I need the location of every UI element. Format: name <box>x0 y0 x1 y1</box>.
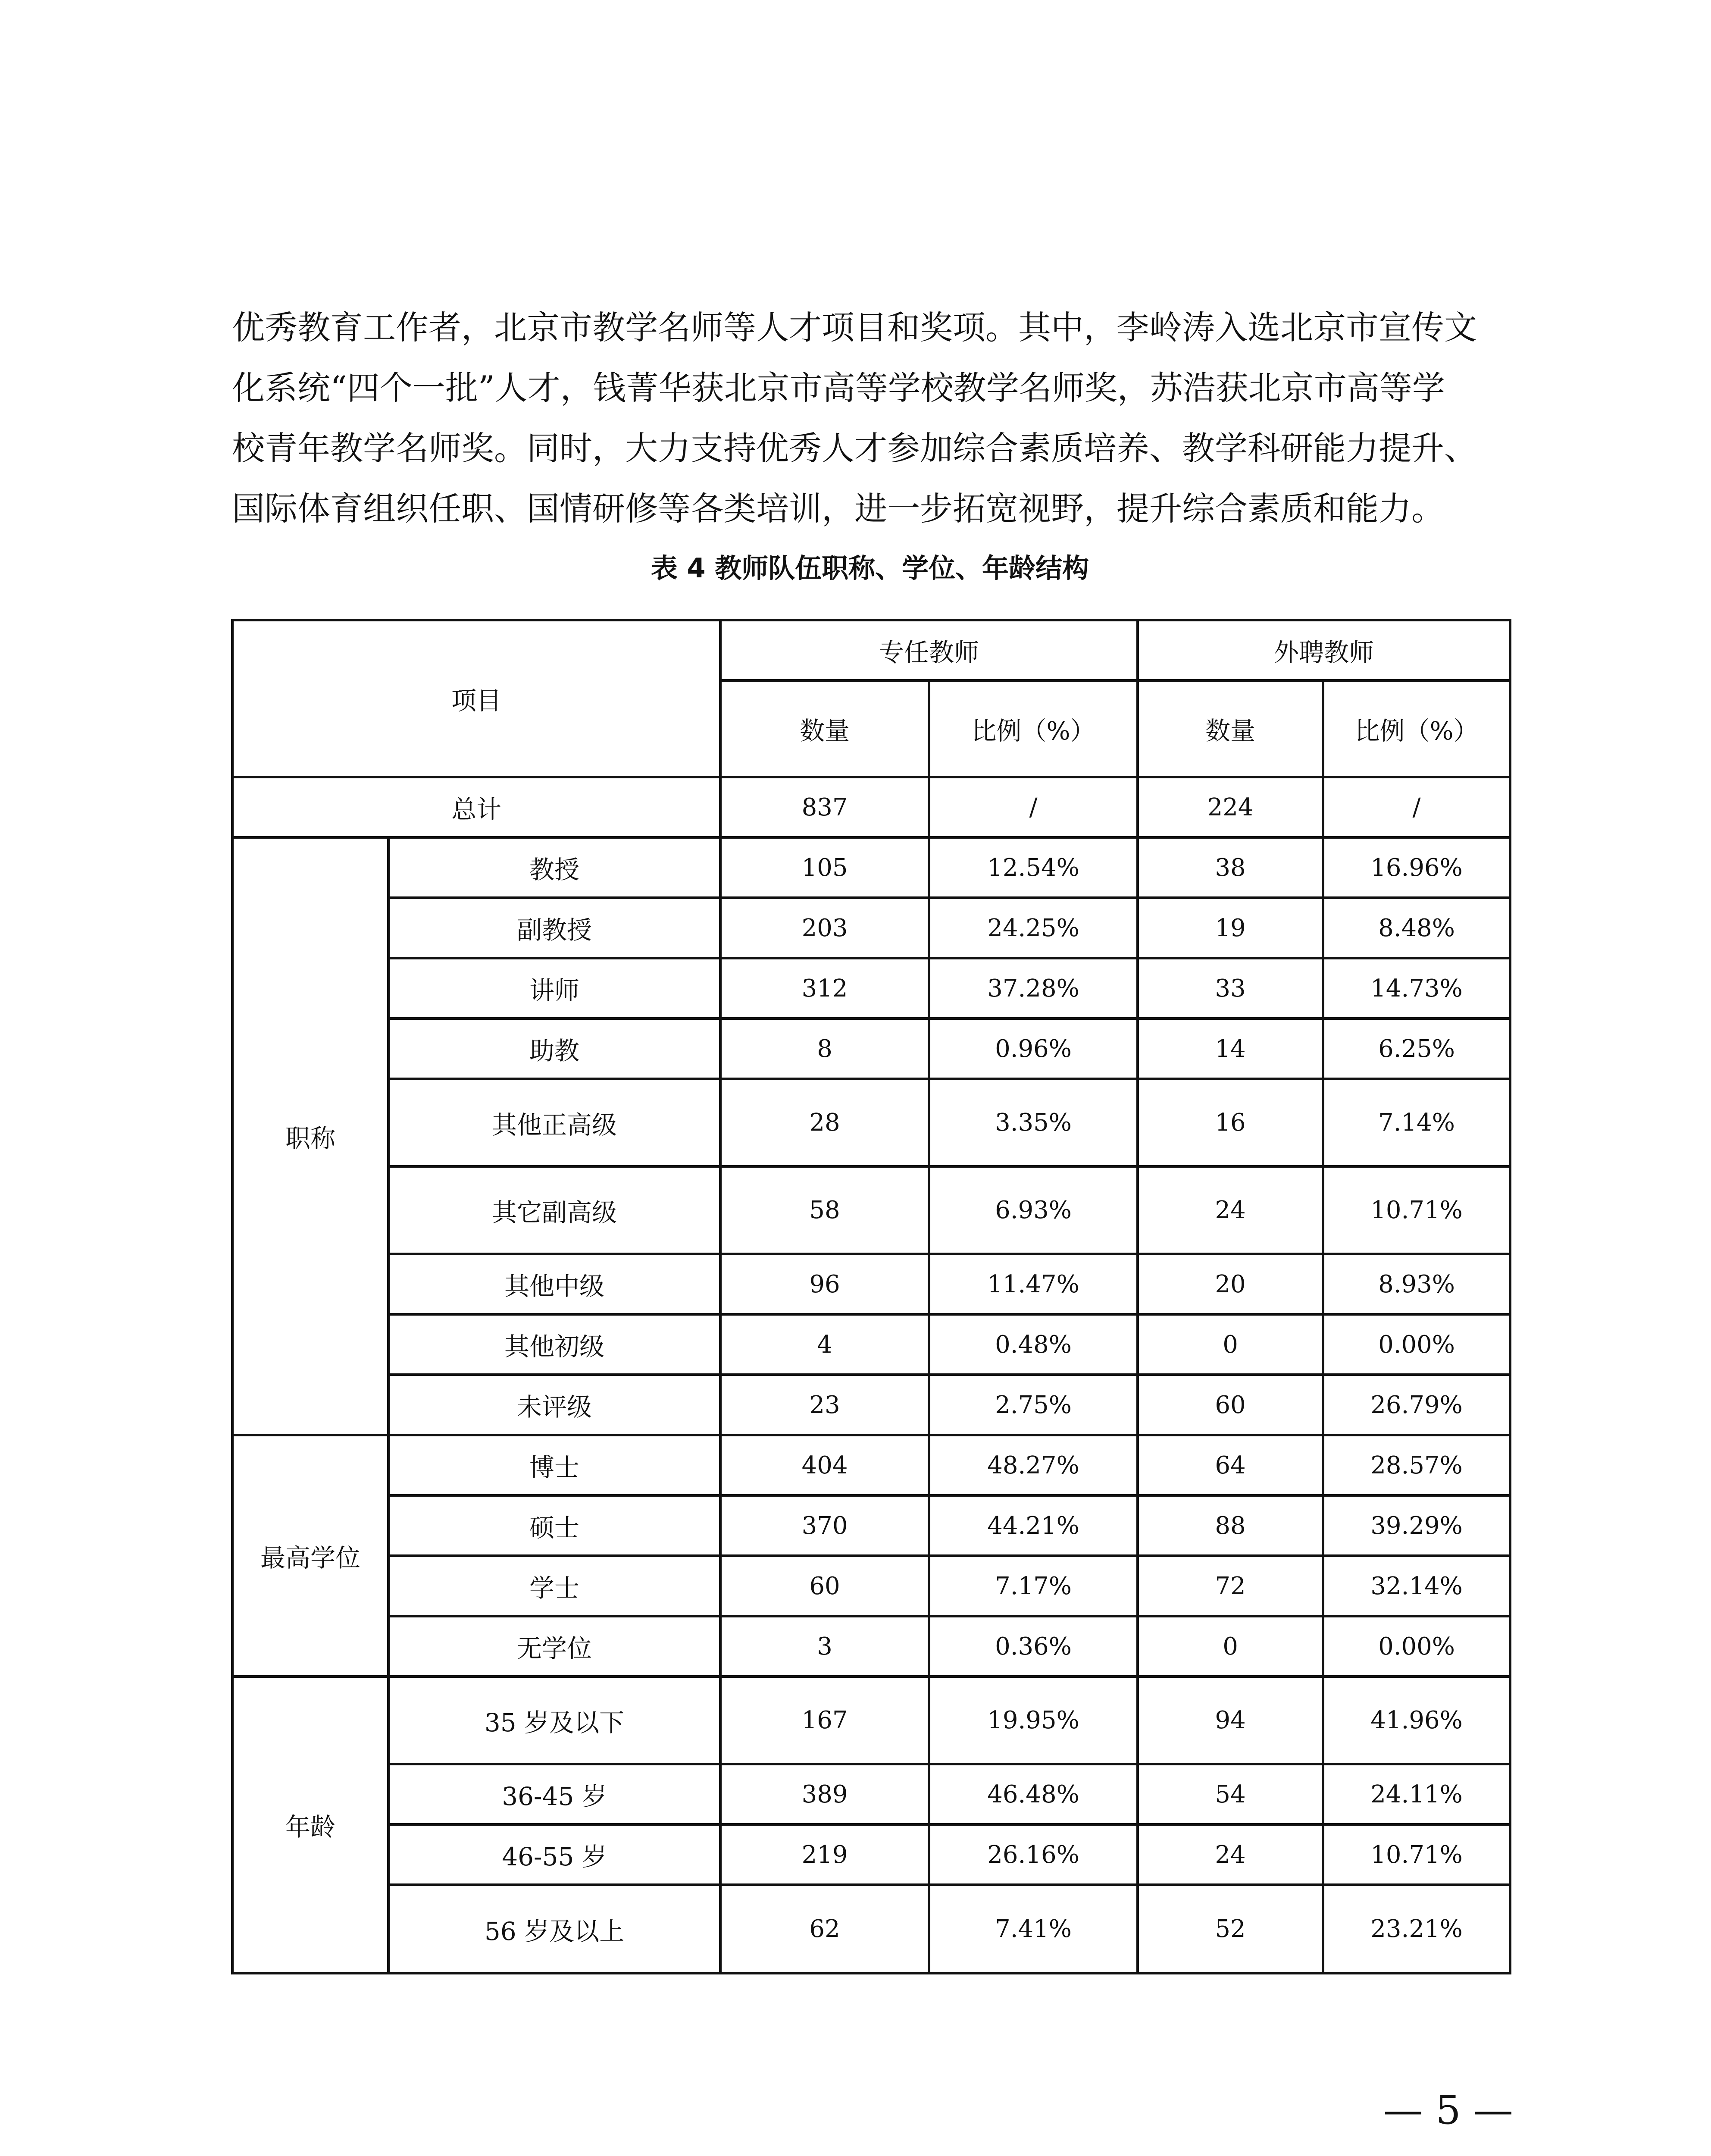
teacher-structure-table <box>231 619 1511 1974</box>
ex-ratio: 16.96% <box>1323 837 1510 898</box>
ft-count: 389 <box>720 1764 929 1824</box>
ex-count: 24 <box>1138 1824 1323 1885</box>
ft-ratio: 48.27% <box>929 1435 1138 1495</box>
table-row <box>232 1435 1510 1495</box>
row-name: 35 岁及以下 <box>388 1677 720 1764</box>
header-fulltime: 专任教师 <box>720 620 1138 680</box>
row-name: 副教授 <box>388 898 720 958</box>
ex-ratio: 14.73% <box>1323 958 1510 1018</box>
row-name: 其他初级 <box>388 1314 720 1375</box>
row-name: 其他中级 <box>388 1254 720 1314</box>
table-header-row <box>232 620 1510 680</box>
ft-count: 203 <box>720 898 929 958</box>
header-external-count: 数量 <box>1138 680 1323 777</box>
row-name: 教授 <box>388 837 720 898</box>
ex-ratio: 24.11% <box>1323 1764 1510 1824</box>
ft-count: 370 <box>720 1495 929 1556</box>
ex-count: 52 <box>1138 1885 1323 1973</box>
ft-ratio: 0.36% <box>929 1616 1138 1677</box>
ft-ratio: 0.48% <box>929 1314 1138 1375</box>
table-row <box>232 1254 1510 1314</box>
ft-ratio: 11.47% <box>929 1254 1138 1314</box>
ex-count: 20 <box>1138 1254 1323 1314</box>
table-row <box>232 1764 1510 1824</box>
ex-count: 19 <box>1138 898 1323 958</box>
page-number: — 5 — <box>1383 2087 1513 2133</box>
ft-ratio: 6.93% <box>929 1166 1138 1254</box>
ft-ratio: 46.48% <box>929 1764 1138 1824</box>
ft-count: 4 <box>720 1314 929 1375</box>
ft-count: 62 <box>720 1885 929 1973</box>
ex-count: 0 <box>1138 1616 1323 1677</box>
ex-count: 14 <box>1138 1018 1323 1079</box>
table-row <box>232 1677 1510 1764</box>
table-row <box>232 1556 1510 1616</box>
row-name: 讲师 <box>388 958 720 1018</box>
ex-count: 24 <box>1138 1166 1323 1254</box>
ft-count: 8 <box>720 1018 929 1079</box>
table-caption: 表 4 教师队伍职称、学位、年龄结构 <box>651 552 1089 584</box>
table-row <box>232 898 1510 958</box>
ft-ratio: 37.28% <box>929 958 1138 1018</box>
ex-ratio: 26.79% <box>1323 1375 1510 1435</box>
table-row <box>232 1495 1510 1556</box>
ex-ratio: 10.71% <box>1323 1166 1510 1254</box>
ft-ratio: 24.25% <box>929 898 1138 958</box>
row-name: 学士 <box>388 1556 720 1616</box>
ex-count: 60 <box>1138 1375 1323 1435</box>
ex-count: 64 <box>1138 1435 1323 1495</box>
body-paragraph <box>232 298 1508 539</box>
row-name: 36-45 岁 <box>388 1764 720 1824</box>
table-row <box>232 1616 1510 1677</box>
ex-ratio: 0.00% <box>1323 1616 1510 1677</box>
ex-ratio: 32.14% <box>1323 1556 1510 1616</box>
row-name: 其他正高级 <box>388 1079 720 1166</box>
table-row <box>232 958 1510 1018</box>
row-name: 无学位 <box>388 1616 720 1677</box>
row-name: 其它副高级 <box>388 1166 720 1254</box>
ft-ratio: 3.35% <box>929 1079 1138 1166</box>
ft-count: 23 <box>720 1375 929 1435</box>
ft-count: 312 <box>720 958 929 1018</box>
ft-ratio: 7.17% <box>929 1556 1138 1616</box>
table-row <box>232 1018 1510 1079</box>
header-item: 项目 <box>232 620 720 777</box>
ft-count: 3 <box>720 1616 929 1677</box>
row-name: 56 岁及以上 <box>388 1885 720 1973</box>
header-external-ratio: 比例（%） <box>1323 680 1510 777</box>
ft-count: 28 <box>720 1079 929 1166</box>
ft-ratio: 0.96% <box>929 1018 1138 1079</box>
ex-ratio: 28.57% <box>1323 1435 1510 1495</box>
ex-ratio: 8.93% <box>1323 1254 1510 1314</box>
ex-ratio: 0.00% <box>1323 1314 1510 1375</box>
paragraph-line: 化系统“四个一批”人才，钱菁华获北京市高等学校教学名师奖，苏浩获北京市高等学 <box>232 369 1445 407</box>
ft-count: 404 <box>720 1435 929 1495</box>
total-label: 总计 <box>232 777 720 837</box>
ft-ratio: 7.41% <box>929 1885 1138 1973</box>
ft-count: 96 <box>720 1254 929 1314</box>
ex-ratio: 39.29% <box>1323 1495 1510 1556</box>
total-ex-ratio: / <box>1323 777 1510 837</box>
table-row <box>232 1824 1510 1885</box>
table-row <box>232 1314 1510 1375</box>
ft-ratio: 26.16% <box>929 1824 1138 1885</box>
ex-count: 94 <box>1138 1677 1323 1764</box>
ft-ratio: 12.54% <box>929 837 1138 898</box>
table-row <box>232 1166 1510 1254</box>
group-label-title: 职称 <box>232 837 388 1435</box>
ft-count: 60 <box>720 1556 929 1616</box>
table-row <box>232 1079 1510 1166</box>
row-name: 博士 <box>388 1435 720 1495</box>
row-name: 未评级 <box>388 1375 720 1435</box>
ft-ratio: 2.75% <box>929 1375 1138 1435</box>
row-name: 助教 <box>388 1018 720 1079</box>
ft-count: 58 <box>720 1166 929 1254</box>
header-fulltime-count: 数量 <box>720 680 929 777</box>
header-fulltime-ratio: 比例（%） <box>929 680 1138 777</box>
group-label-age: 年龄 <box>232 1677 388 1973</box>
table-row <box>232 837 1510 898</box>
total-ft-ratio: / <box>929 777 1138 837</box>
ex-count: 0 <box>1138 1314 1323 1375</box>
ex-count: 33 <box>1138 958 1323 1018</box>
ft-ratio: 19.95% <box>929 1677 1138 1764</box>
total-ex-count: 224 <box>1138 777 1323 837</box>
paragraph-line: 国际体育组织任职、国情研修等各类培训，进一步拓宽视野，提升综合素质和能力。 <box>232 489 1444 528</box>
row-name: 46-55 岁 <box>388 1824 720 1885</box>
table-row <box>232 1375 1510 1435</box>
ex-count: 54 <box>1138 1764 1323 1824</box>
table-row-total <box>232 777 1510 837</box>
ft-ratio: 44.21% <box>929 1495 1138 1556</box>
table-row <box>232 1885 1510 1973</box>
ft-count: 219 <box>720 1824 929 1885</box>
ex-ratio: 10.71% <box>1323 1824 1510 1885</box>
ex-ratio: 41.96% <box>1323 1677 1510 1764</box>
total-ft-count: 837 <box>720 777 929 837</box>
ex-ratio: 6.25% <box>1323 1018 1510 1079</box>
ex-count: 38 <box>1138 837 1323 898</box>
paragraph-line: 校青年教学名师奖。同时，大力支持优秀人才参加综合素质培养、教学科研能力提升、 <box>232 429 1477 467</box>
ex-ratio: 7.14% <box>1323 1079 1510 1166</box>
row-name: 硕士 <box>388 1495 720 1556</box>
ex-count: 16 <box>1138 1079 1323 1166</box>
ft-count: 167 <box>720 1677 929 1764</box>
group-label-degree: 最高学位 <box>232 1435 388 1677</box>
ex-count: 88 <box>1138 1495 1323 1556</box>
ex-ratio: 8.48% <box>1323 898 1510 958</box>
ft-count: 105 <box>720 837 929 898</box>
header-external: 外聘教师 <box>1138 620 1510 680</box>
paragraph-line: 优秀教育工作者，北京市教学名师等人才项目和奖项。其中，李岭涛入选北京市宣传文 <box>232 308 1477 347</box>
ex-count: 72 <box>1138 1556 1323 1616</box>
ex-ratio: 23.21% <box>1323 1885 1510 1973</box>
